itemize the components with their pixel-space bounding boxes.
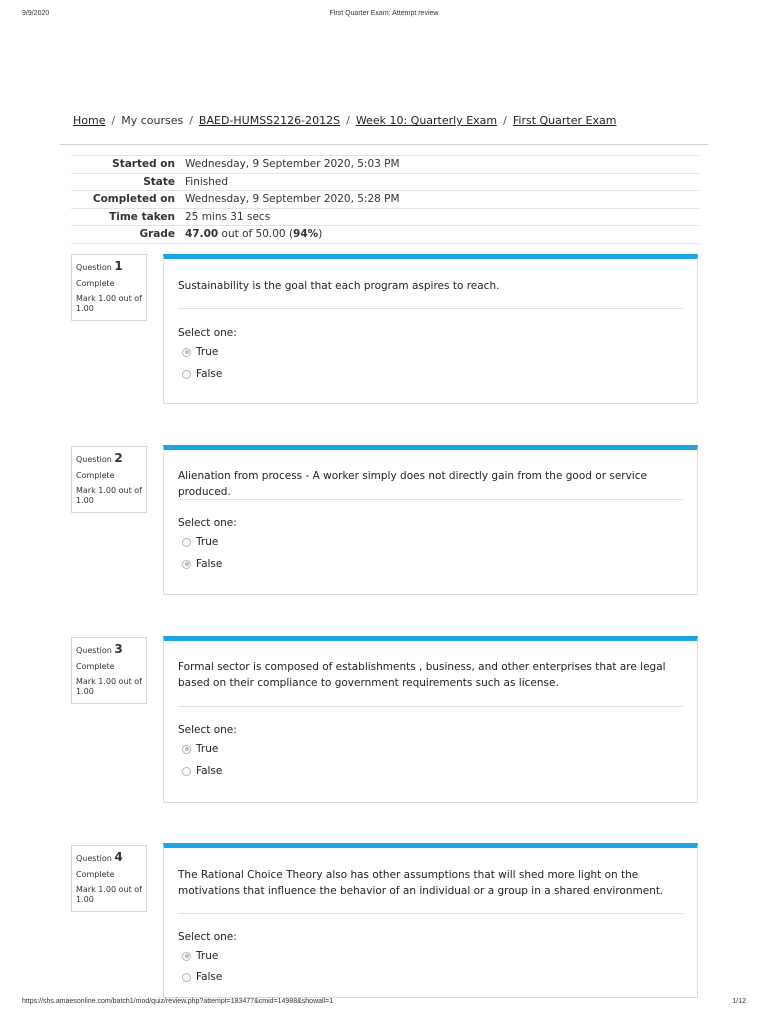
question-info-2 [71,446,147,513]
question-number: Question 2 [76,451,123,465]
question-divider [178,499,683,500]
grade-score: 47.00 [185,228,219,241]
question-state: Complete [76,661,115,671]
question-text: Sustainability is the goal that each program aspires to reach. [178,280,500,292]
summary-value: Wednesday, 9 September 2020, 5:03 PM [180,156,699,174]
breadcrumb [73,114,728,127]
select-one-label: Select one: [178,931,237,943]
question-info-4 [71,845,147,912]
question-info-3 [71,637,147,704]
question-divider [178,308,683,309]
question-number: Question 3 [76,642,123,656]
summary-row-started [71,156,699,174]
attempt-summary-table [71,155,699,244]
radio-unchecked-icon[interactable] [182,370,191,379]
print-date: 9/9/2020 [22,10,50,17]
question-mark: Mark 1.00 out of 1.00 [76,676,142,697]
question-divider [178,706,683,707]
question-text: Formal sector is composed of establishments , business, and other enterprises that are legal based on their compliance to government requirements such as license. [178,661,666,689]
print-footer [22,998,746,1010]
option-true[interactable]: True [182,346,218,358]
option-true[interactable]: True [182,743,218,755]
summary-value: Finished [180,173,699,191]
print-url: https://shs.amaesonline.com/batch1/mod/quiz/review.php?attempt=183477&cmid=14988&showall=1 [22,998,334,1005]
option-false[interactable]: False [182,765,222,777]
question-state: Complete [76,470,115,480]
option-true[interactable]: True [182,950,218,962]
print-page-number: 1/12 [732,998,746,1005]
print-header [22,10,746,22]
summary-row-completed [71,191,699,209]
summary-label: State [71,173,180,191]
breadcrumb-separator: / [189,114,193,127]
select-one-label: Select one: [178,724,237,736]
question-text: Alienation from process - A worker simply does not directly gain from the good or service produced. [178,470,647,498]
summary-value: 25 mins 31 secs [180,208,699,226]
grade-close: ) [318,228,323,241]
radio-unchecked-icon[interactable] [182,538,191,547]
radio-checked-icon[interactable] [182,348,191,357]
breadcrumb-week-link[interactable]: Week 10: Quarterly Exam [355,114,498,127]
question-mark: Mark 1.00 out of 1.00 [76,485,142,506]
option-true[interactable]: True [182,536,218,548]
print-title: First Quarter Exam: Attempt review [329,10,439,17]
breadcrumb-separator: / [111,114,116,127]
summary-row-state [71,173,699,191]
summary-row-grade [71,226,699,244]
question-card-3 [163,636,698,803]
radio-checked-icon[interactable] [182,745,191,754]
option-false[interactable]: False [182,971,222,983]
summary-label: Started on [71,156,180,174]
question-state: Complete [76,278,115,288]
question-info-1 [71,254,147,321]
select-one-label: Select one: [178,327,237,339]
summary-label: Completed on [71,191,180,209]
question-state: Complete [76,869,115,879]
summary-row-time-taken [71,208,699,226]
summary-label: Time taken [71,208,180,226]
option-false[interactable]: False [182,558,222,570]
breadcrumb-separator: / [346,114,350,127]
option-false[interactable]: False [182,368,222,380]
summary-label: Grade [71,226,180,244]
radio-checked-icon[interactable] [182,560,191,569]
breadcrumb-separator: / [503,114,507,127]
question-number: Question 1 [76,259,123,273]
question-card-4 [163,843,698,998]
radio-unchecked-icon[interactable] [182,767,191,776]
question-number: Question 4 [76,850,123,864]
question-card-1 [163,254,698,404]
grade-value [180,226,699,244]
question-divider [178,913,683,914]
select-one-label: Select one: [178,517,237,529]
grade-out-of: out of 50.00 ( [218,228,294,241]
question-card-2 [163,445,698,595]
grade-percent: 94% [293,228,319,241]
breadcrumb-exam-link[interactable]: First Quarter Exam [512,114,617,127]
question-text: The Rational Choice Theory also has other assumptions that will shed more light on the motivations that influence the behavior of an individual or a group in a shared environment. [178,869,664,897]
radio-unchecked-icon[interactable] [182,973,191,982]
breadcrumb-home-link[interactable]: Home [73,114,106,127]
summary-value: Wednesday, 9 September 2020, 5:28 PM [180,191,699,209]
radio-checked-icon[interactable] [182,952,191,961]
header-divider [60,144,708,145]
question-mark: Mark 1.00 out of 1.00 [76,884,142,905]
question-mark: Mark 1.00 out of 1.00 [76,293,142,314]
breadcrumb-my-courses: My courses [121,114,184,127]
breadcrumb-course-link[interactable]: BAED-HUMSS2126-2012S [198,114,341,127]
